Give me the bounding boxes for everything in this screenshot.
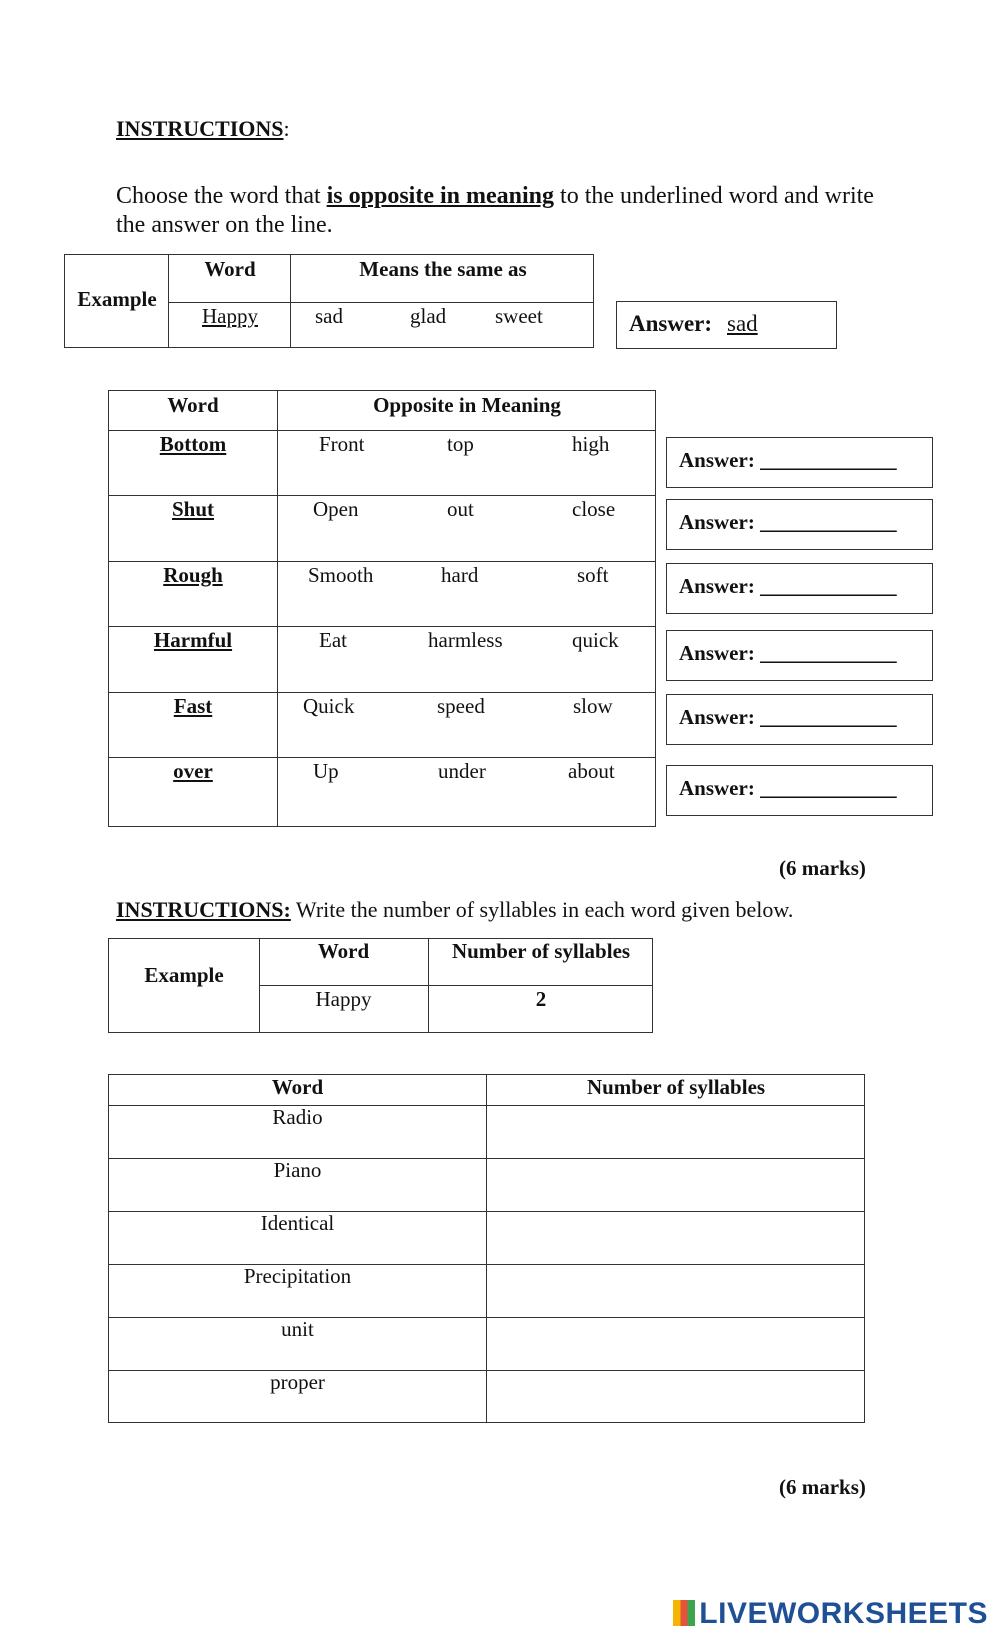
syllable-answer-cell[interactable] (486, 1158, 864, 1211)
option-cell: quick (572, 628, 619, 652)
option-cell: Eat (319, 628, 347, 652)
table-header-opposite: Opposite in Meaning (373, 393, 561, 417)
option-cell: speed (437, 694, 485, 718)
option-cell: Smooth (308, 563, 374, 587)
answer-label: Answer: _____________ (679, 510, 897, 534)
answer-box[interactable] (666, 499, 933, 550)
syllable-answer-cell[interactable] (486, 1105, 864, 1158)
answer-label: Answer: _____________ (679, 705, 897, 729)
table-header-word: Word (271, 1075, 324, 1099)
instructions-text (116, 182, 876, 240)
table-row-word: Bottom (159, 432, 227, 456)
table-header-syllables: Number of syllables (586, 1075, 766, 1099)
example-syllables-header: Number of syllables (451, 939, 631, 963)
liveworksheets-logo (673, 1597, 988, 1631)
example-answer-value: sad (727, 311, 758, 336)
instructions-heading (116, 897, 793, 923)
syllable-word: proper (270, 1370, 325, 1394)
syllable-word: Radio (272, 1105, 323, 1129)
answer-label: Answer: _____________ (679, 776, 897, 800)
syllable-answer-cell[interactable] (486, 1370, 864, 1423)
example-answer-box (616, 301, 837, 349)
example-means-header: Means the same as (359, 257, 527, 281)
example-option: glad (410, 304, 447, 328)
syllable-word: Piano (273, 1158, 322, 1182)
example-table-syllables (108, 938, 653, 1033)
option-cell: hard (441, 563, 479, 587)
syllables-table (108, 1074, 865, 1423)
syllable-word: unit (281, 1317, 314, 1341)
syllable-word: Identical (260, 1211, 335, 1235)
answer-box[interactable] (666, 437, 933, 488)
example-word-header: Word (204, 257, 256, 281)
example-label: Example (144, 963, 224, 987)
answer-box[interactable] (666, 563, 933, 614)
syllable-word: Precipitation (243, 1264, 352, 1288)
instructions-emphasis: is opposite in meaning (326, 183, 555, 209)
table-header-word: Word (167, 393, 219, 417)
option-cell: Quick (303, 694, 355, 718)
option-cell: about (568, 759, 615, 783)
option-cell: high (572, 432, 610, 456)
answer-box[interactable] (666, 630, 933, 681)
option-cell: Front (319, 432, 365, 456)
answer-box[interactable] (666, 765, 933, 816)
table-row-word: Fast (173, 694, 213, 718)
instructions-label: INSTRUCTIONS (116, 116, 284, 141)
option-cell: slow (573, 694, 613, 718)
option-cell: out (447, 497, 474, 521)
answer-label: Answer: _____________ (679, 641, 897, 665)
option-cell: soft (577, 563, 609, 587)
example-option: sweet (495, 304, 543, 328)
option-cell: top (447, 432, 474, 456)
option-cell: Open (313, 497, 359, 521)
table-row-word: Rough (163, 563, 223, 587)
instructions-label: INSTRUCTIONS: (116, 897, 291, 922)
opposites-table (108, 390, 656, 827)
example-word: Happy (202, 304, 258, 328)
syllable-answer-cell[interactable] (486, 1264, 864, 1317)
logo-text: LIVEWORKSHEETS (699, 1597, 988, 1630)
example-word: Happy (315, 987, 372, 1011)
marks-label: (6 marks) (779, 856, 866, 880)
option-cell: close (572, 497, 616, 521)
example-table-opposites (64, 254, 594, 348)
answer-box[interactable] (666, 694, 933, 745)
instructions-text-before: Choose the word that (116, 183, 327, 209)
instructions-colon: : (283, 116, 290, 141)
example-word-header: Word (317, 939, 370, 963)
table-row-word: over (173, 759, 213, 783)
instructions-text: Write the number of syllables in each word given below. (290, 897, 794, 922)
option-cell: under (438, 759, 486, 783)
instructions-text-after: to the underlined word and write the answer on the line. (116, 183, 874, 238)
answer-label: Answer: _____________ (679, 574, 897, 598)
example-syllables: 2 (535, 987, 547, 1011)
example-option: sad (315, 304, 343, 328)
instructions-heading (116, 116, 290, 142)
marks-label: (6 marks) (779, 1475, 866, 1499)
example-answer-label: Answer: (629, 311, 713, 336)
answer-label: Answer: _____________ (679, 448, 897, 472)
example-label: Example (77, 287, 157, 311)
option-cell: harmless (428, 628, 503, 652)
logo-icon (673, 1600, 695, 1626)
option-cell: Up (313, 759, 339, 783)
table-row-word: Harmful (153, 628, 233, 652)
table-row-word: Shut (171, 497, 215, 521)
syllable-answer-cell[interactable] (486, 1211, 864, 1264)
syllable-answer-cell[interactable] (486, 1317, 864, 1370)
